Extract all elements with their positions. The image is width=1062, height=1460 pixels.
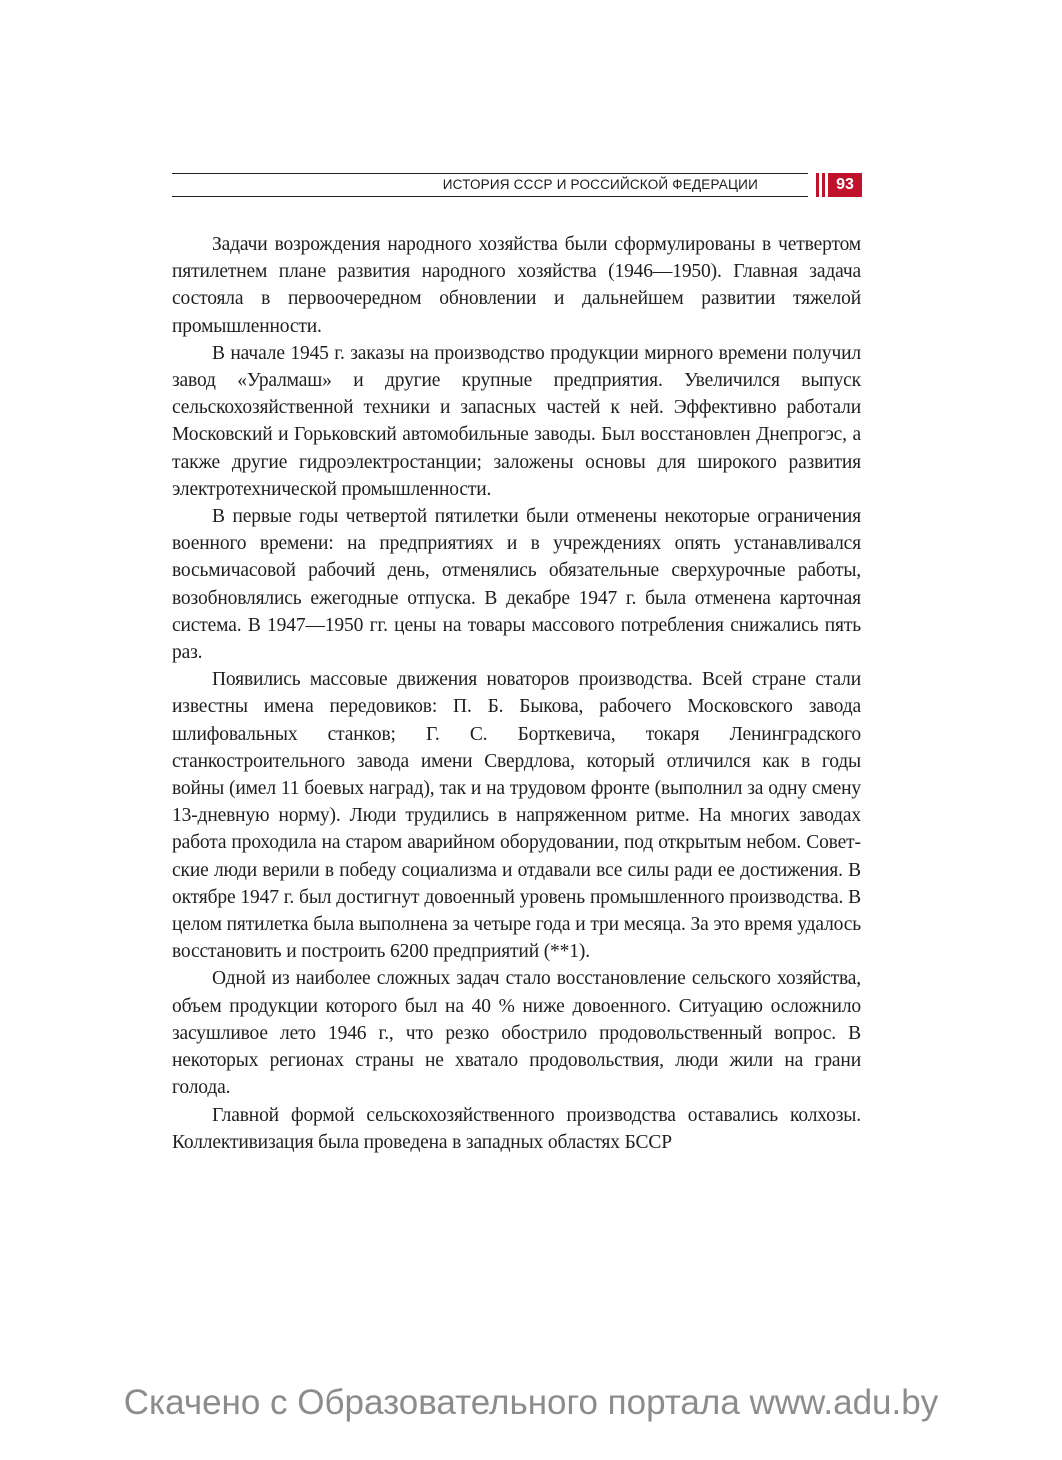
paragraph: В начале 1945 г. заказы на производство продукции мирного времени получил завод «Уралмаш» и другие крупные предприятия. Увеличился выпуск сельскохозяйственной техники и запасных частей к ней. Эффективно работали Московский и Горьковский автомобильные заводы. Был восстановлен Днепрогэс, а также другие гидроэлектростанции; заложены основы для широкого развития электротехнической промышленности.: [172, 342, 861, 500]
running-head: [172, 172, 862, 198]
paragraph: Задачи возрождения народного хозяйства были сформулированы в четвертом пятилетнем плане развития народного хозяйства (1946—1950). Главная задача состояла в первоочередном обновлении и дальнейшем развитии тяжелой промышленности.: [172, 234, 861, 337]
page-number: 93: [828, 173, 862, 197]
download-watermark: Скачено с Образовательного портала www.adu.by: [123, 1383, 939, 1422]
header-rule-top: [172, 173, 808, 174]
paragraph: Одной из наиболее сложных задач стало восстановление сельского хозяйства, объем продукции которого был на 40 % ниже довоенного. Ситуацию осложнило засушливое лето 1946 г., что резко обострило продовольственный вопрос. В некоторых регионах страны не хватало продовольствия, люди жили на грани голода.: [172, 968, 861, 1099]
running-title: ИСТОРИЯ СССР И РОССИЙСКОЙ ФЕДЕРАЦИИ: [442, 177, 758, 192]
paragraph: В первые годы четвертой пятилетки были отменены некоторые ограничения военного времени: на предприятиях и в учреждениях опять устанавливался восьмичасовой рабочий день, отменялись обязательные сверхурочные работы, возобновлялись ежегодные отпуска. В декабре 1947 г. была отменена карточная система. В 1947—1950 гг. цены на товары массового потребления снижались пять раз.: [172, 506, 861, 664]
body-text: [172, 231, 861, 1156]
header-rule-bottom: [172, 196, 808, 197]
paragraph: Появились массовые движения новаторов производства. Всей стране стали известны имена передовиков: П. Б. Быкова, рабочего Московского завода шлифовальных станков; Г. С. Борткевича, токаря Ленинградского станкостроительного завода имени Свердлова, который отличился как в годы войны (имел 11 боевых наград), так и на трудовом фронте (выполнил за одну смену 13-дневную норму). Люди трудились в напряженном ритме. На многих заводах работа проходила на старом аварийном оборудовании, под открытым небом. Советские люди верили в победу социализма и отдавали все силы ради ее достижения. В октябре 1947 г. был достигнут довоенный уровень промышленного производства. В целом пятилетка была выполнена за четыре года и три месяца. За это время удалось восстановить и построить 6200 предприятий (**1).: [172, 669, 861, 963]
paragraph: Главной формой сельскохозяйственного производства оставались колхозы. Коллективизация была проведена в западных областях БССР: [172, 1104, 861, 1153]
header-accent-bars: [816, 173, 826, 197]
